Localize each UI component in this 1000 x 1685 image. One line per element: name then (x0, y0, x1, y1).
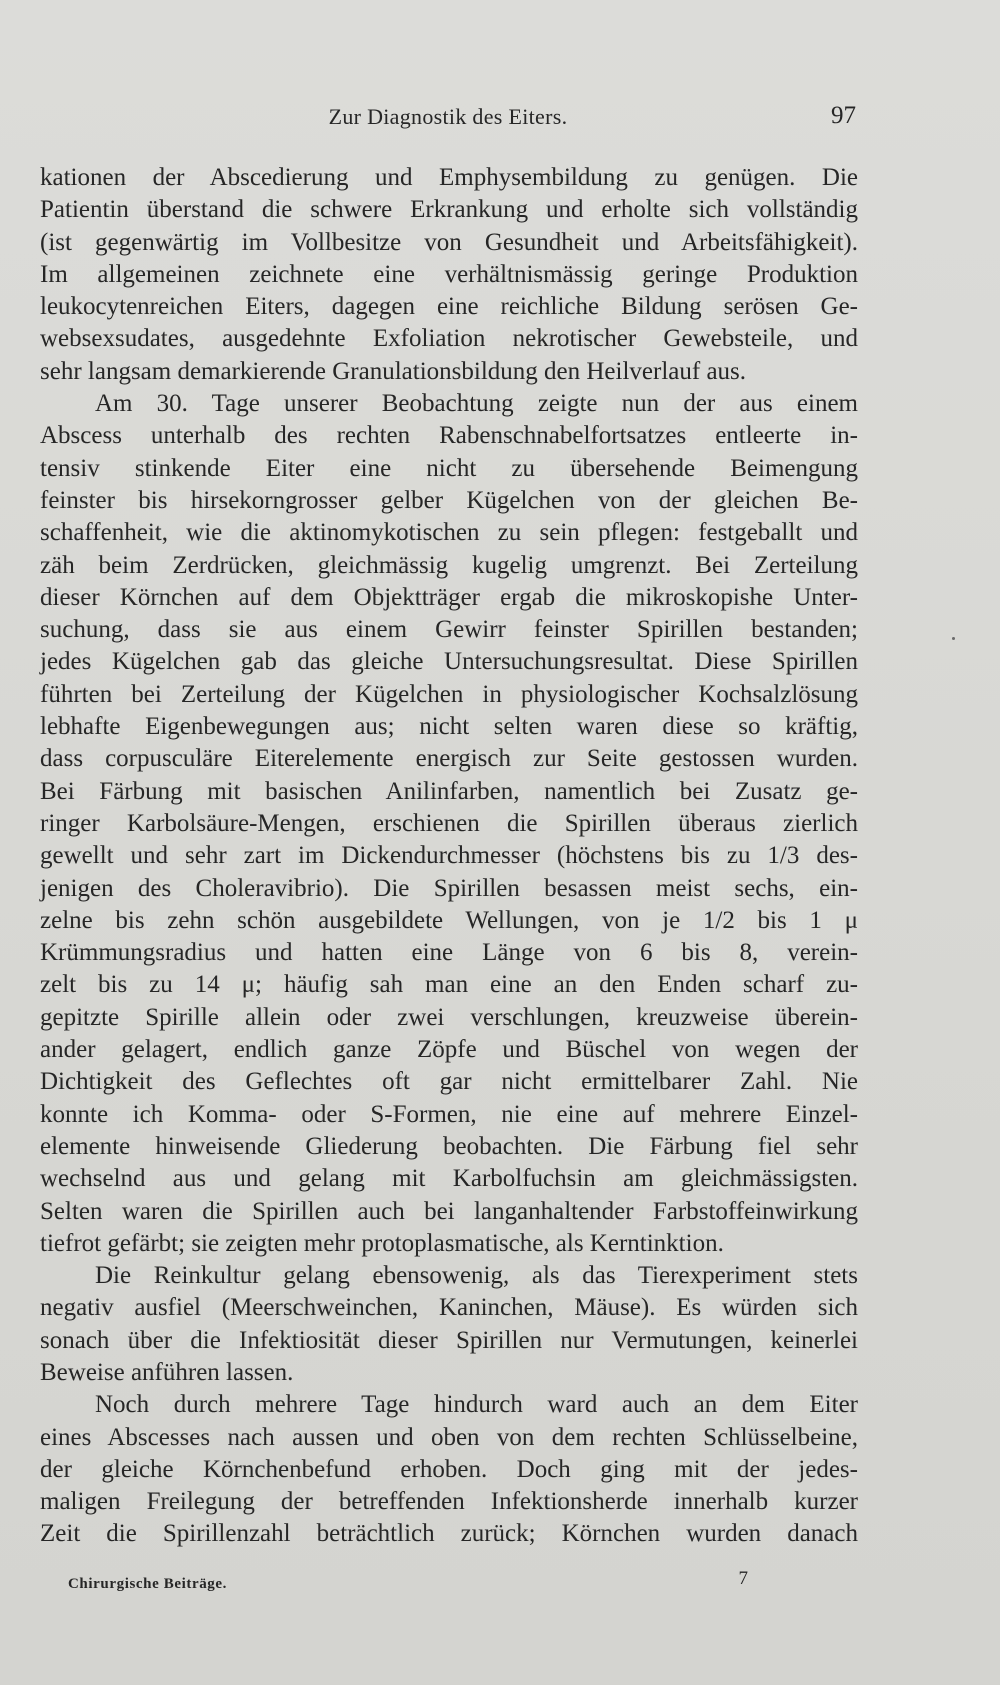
text-line: ander gelagert, endlich ganze Zöpfe und Büschel von wegen der (40, 1036, 858, 1064)
text-line: maligen Freilegung der betreffenden Infektionsherde innerhalb kurzer (40, 1488, 858, 1516)
text-line: ringer Karbolsäure-Mengen, erschienen die Spirillen überaus zierlich (40, 809, 858, 837)
text-line: schaffenheit, wie die aktinomykotischen zu sein pflegen: festgeballt und (40, 519, 858, 547)
text-line: Zeit die Spirillenzahl beträchtlich zurück; Körnchen wurden danach (40, 1520, 858, 1548)
text-line: zelt bis zu 14 μ; häufig sah man eine an den Enden scharf zu- (40, 971, 858, 999)
text-line: dass corpusculäre Eiterelemente energisch zur Seite gestossen wurden. (40, 745, 858, 773)
page-number: 97 (831, 102, 856, 129)
text-line: Dichtigkeit des Geflechtes oft gar nicht ermittelbarer Zahl. Nie (40, 1068, 858, 1096)
text-line: Die Reinkultur gelang ebensowenig, als das Tierexperiment stets (95, 1262, 858, 1290)
body-text (40, 162, 858, 1551)
running-title: Zur Diagnostik des Eiters. (328, 104, 568, 129)
text-line: Abscess unterhalb des rechten Rabenschnabelfortsatzes entleerte in- (40, 422, 858, 450)
text-line: negativ ausfiel (Meerschweinchen, Kaninchen, Mäuse). Es würden sich (40, 1294, 858, 1322)
text-line: gewellt und sehr zart im Dickendurchmesser (höchstens bis zu 1/3 des- (40, 842, 858, 870)
text-line: eines Abscesses nach aussen und oben von dem rechten Schlüsselbeine, (40, 1423, 858, 1451)
text-line: Bei Färbung mit basischen Anilinfarben, namentlich bei Zusatz ge- (40, 777, 858, 805)
text-line: leukocytenreichen Eiters, dagegen eine reichliche Bildung serösen Ge- (40, 293, 858, 321)
text-line: zäh beim Zerdrücken, gleichmässig kugelig umgrenzt. Bei Zerteilung (40, 551, 858, 579)
text-line: websexsudates, ausgedehnte Exfoliation nekrotischer Gewebsteile, und (40, 325, 858, 353)
text-line: dieser Körnchen auf dem Objektträger ergab die mikroskopishe Unter- (40, 583, 858, 611)
text-line: jedes Kügelchen gab das gleiche Untersuchungsresultat. Diese Spirillen (40, 648, 858, 676)
text-line: (ist gegenwärtig im Vollbesitze von Gesundheit und Arbeitsfähigkeit). (40, 228, 858, 256)
text-line: wechselnd aus und gelang mit Karbolfuchsin am gleichmässigsten. (40, 1165, 858, 1193)
text-line: Noch durch mehrere Tage hindurch ward auch an dem Eiter (95, 1391, 858, 1419)
text-line: suchung, dass sie aus einem Gewirr feinster Spirillen bestanden; (40, 616, 858, 644)
text-line: konnte ich Komma- oder S-Formen, nie eine auf mehrere Einzel- (40, 1100, 858, 1128)
text-line: Beweise anführen lassen. (40, 1358, 294, 1386)
text-line: der gleiche Körnchenbefund erhoben. Doch ging mit der jedes- (40, 1455, 858, 1483)
text-line: zelne bis zehn schön ausgebildete Wellungen, von je 1/2 bis 1 μ (40, 906, 858, 934)
text-line: Im allgemeinen zeichnete eine verhältnismässig geringe Produktion (40, 260, 858, 288)
text-line: elemente hinweisende Gliederung beobachten. Die Färbung fiel sehr (40, 1132, 858, 1160)
text-line: tiefrot gefärbt; sie zeigten mehr protoplasmatische, als Kerntinktion. (40, 1229, 724, 1257)
text-line: sehr langsam demarkierende Granulationsbildung den Heilverlauf aus. (40, 357, 747, 385)
text-line: Patientin überstand die schwere Erkrankung und erholte sich vollständig (40, 196, 858, 224)
text-line: lebhafte Eigenbewegungen aus; nicht selten waren diese so kräftig, (40, 713, 858, 741)
text-line: führten bei Zerteilung der Kügelchen in physiologischer Kochsalzlösung (40, 680, 858, 708)
text-line: Krümmungsradius und hatten eine Länge von 6 bis 8, verein- (40, 939, 858, 967)
text-line: Am 30. Tage unserer Beobachtung zeigte nun der aus einem (95, 390, 858, 418)
text-line: gepitzte Spirille allein oder zwei verschlungen, kreuzweise überein- (40, 1003, 858, 1031)
page-footer (68, 1568, 748, 1600)
text-line: jenigen des Choleravibrio). Die Spirillen besassen meist sechs, ein- (40, 874, 858, 902)
text-line: tensiv stinkende Eiter eine nicht zu übersehende Beimengung (40, 454, 858, 482)
footer-signature: Chirurgische Beiträge. (68, 1576, 228, 1592)
signature-mark: 7 (738, 1568, 748, 1589)
page-header (40, 104, 856, 140)
text-line: Selten waren die Spirillen auch bei langanhaltender Farbstoffeinwirkung (40, 1197, 858, 1225)
paper-speck (952, 637, 955, 640)
text-line: sonach über die Infektiosität dieser Spirillen nur Vermutungen, keinerlei (40, 1326, 858, 1354)
text-line: kationen der Abscedierung und Emphysembildung zu genügen. Die (40, 164, 858, 191)
text-line: feinster bis hirsekorngrosser gelber Kügelchen von der gleichen Be- (40, 486, 858, 514)
